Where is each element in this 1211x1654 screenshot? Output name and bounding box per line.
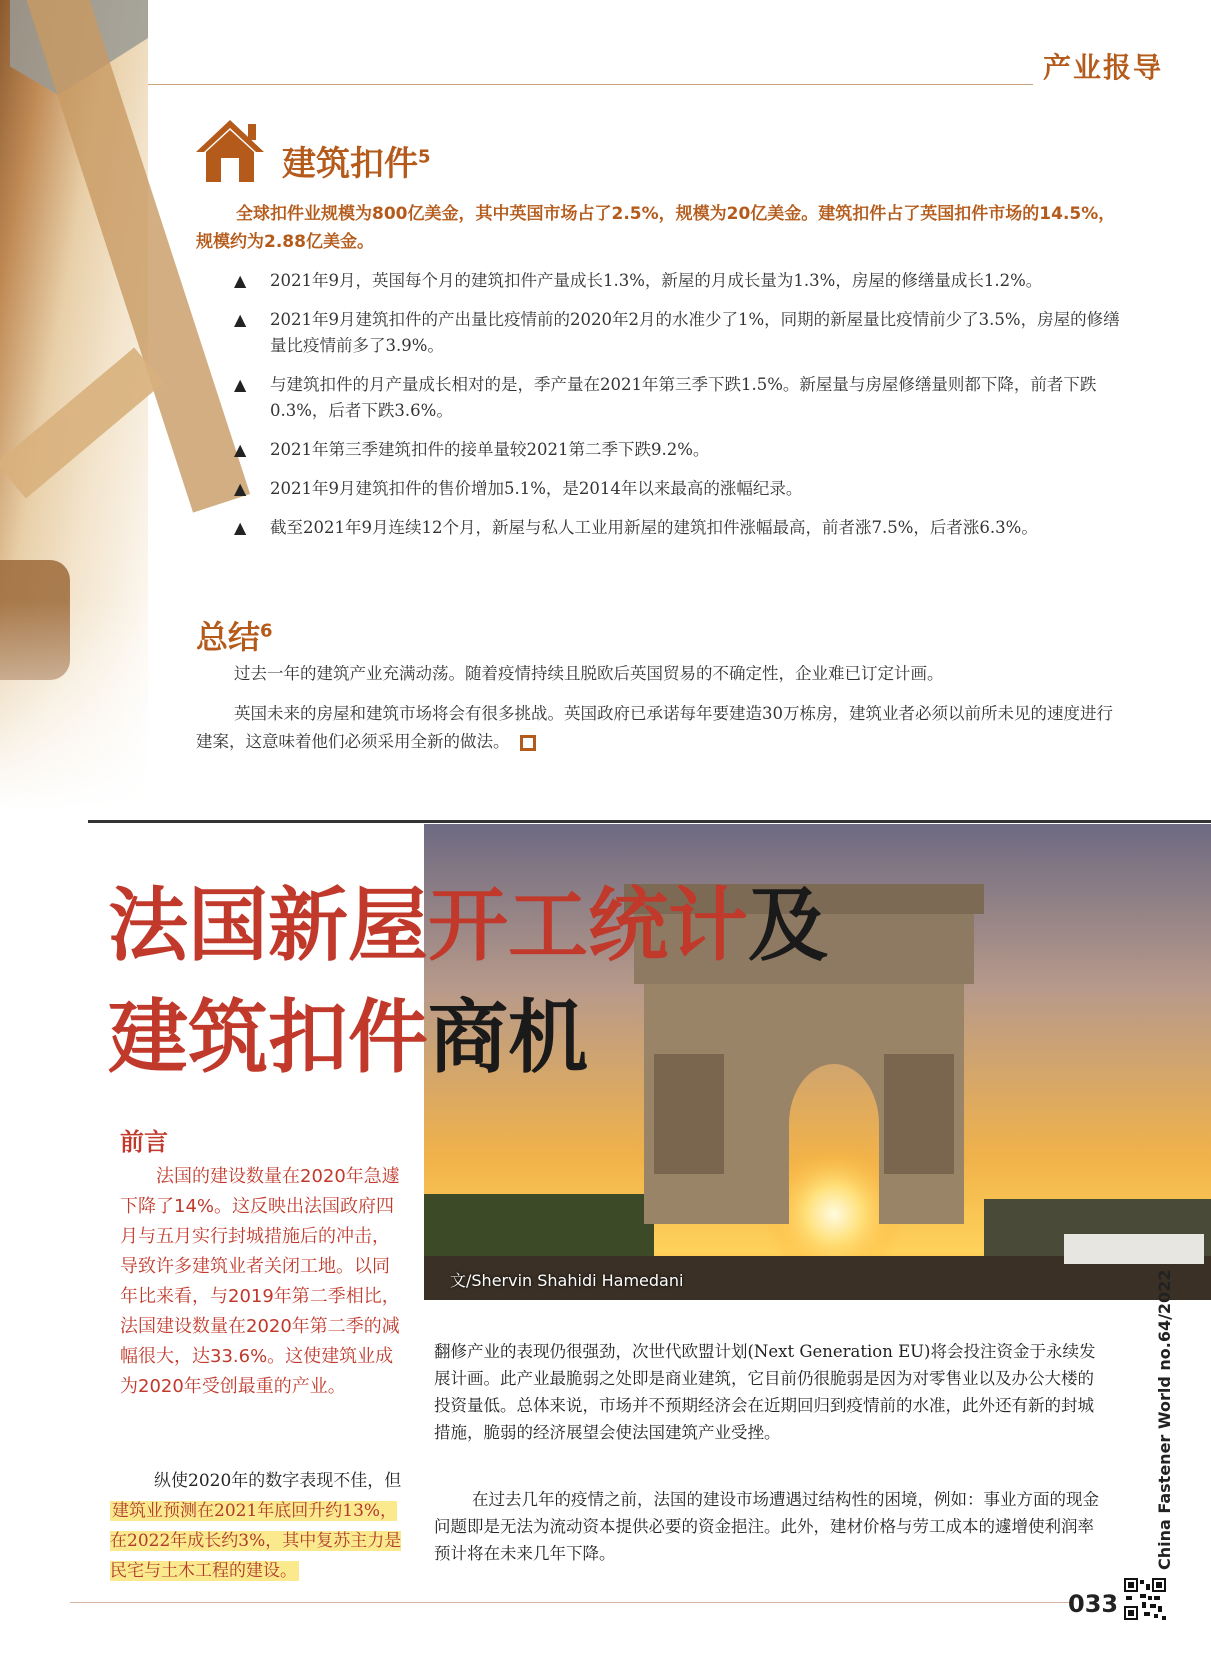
magazine-issue-label: China Fastener World no.64/2022 — [1155, 1269, 1174, 1570]
list-item: ▲ 与建筑扣件的月产量成长相对的是，季产量在2021年第三季下跌1.5%。新屋量与房屋修缮量则都下降，前者下跌0.3%，后者下跌3.6%。 — [234, 372, 1124, 424]
photo-credit: 文/Shervin Shahidi Hamedani — [450, 1271, 684, 1290]
triangle-bullet-icon: ▲ — [234, 518, 247, 537]
summary-title: 总结$^6$ — [196, 618, 273, 656]
section-label: 产业报导 — [1042, 51, 1163, 84]
summary-paragraph-1: 过去一年的建筑产业充满动荡。随着疫情持续且脱欧后英国贸易的不确定性，企业难已订定计画。 — [234, 664, 944, 683]
page-number: 033 — [1068, 1590, 1119, 1618]
summary-paragraph-2: 英国未来的房屋和建筑市场将会有很多挑战。英国政府已承诺每年要建造30万栋房，建筑业者必须以前所未见的速度进行建案，这意味着他们必须采用全新的做法。 — [196, 704, 1113, 751]
preface-paragraph-2: 纵使2020年的数字表现不佳，但建筑业预测在2021年底回升约13%，在2022年成长约3%，其中复苏主力是民宅与土木工程的建设。 — [110, 1471, 402, 1581]
highlighted-text: 建筑业预测在2021年底回升约13%，在2022年成长约3%，其中复苏主力是民宅与土木工程的建设。 — [110, 1501, 402, 1581]
qr-code-icon — [1124, 1578, 1166, 1620]
triangle-bullet-icon: ▲ — [234, 310, 247, 329]
house-icon — [194, 118, 266, 184]
article-divider — [88, 820, 1211, 823]
preface-paragraph: 法国的建设数量在2020年急遽下降了14%。这反映出法国政府四月与五月实行封城措施后的冲击，导致许多建筑业者关闭工地。以同年比来看，与2019年第二季相比，法国建设数量在2020年第二季的减幅很大，达33.6%。这使建筑业成为2020年受创最重的产业。 — [120, 1166, 400, 1397]
list-item: ▲ 2021年9月建筑扣件的售价增加5.1%，是2014年以来最高的涨幅纪录。 — [234, 476, 1124, 502]
footer-rule — [70, 1602, 1070, 1603]
list-item: ▲ 2021年9月建筑扣件的产出量比疫情前的2020年2月的水准少了1%，同期的新屋量比疫情前少了3.5%，房屋的修缮量比疫情前多了3.9%。 — [234, 307, 1124, 359]
triangle-bullet-icon: ▲ — [234, 375, 247, 394]
section-title-building-fasteners: 建筑扣件$^5$ — [282, 144, 431, 184]
lead-paragraph: 全球扣件业规模为800亿美金，其中英国市场占了2.5%，规模为20亿美金。建筑扣件占了英国扣件市场的14.5%，规模约为2.88亿美金。 — [196, 204, 1116, 252]
body-paragraph-2: 在过去几年的疫情之前，法国的建设市场遭遇过结构性的困境，例如：事业方面的现金问题即是无法为流动资本提供必要的资金挹注。此外，建材价格与劳工成本的遽增使利润率预计将在未来几年下降。 — [434, 1490, 1099, 1563]
article-title-line-2: 建筑扣件商机 — [108, 991, 588, 1084]
end-mark-icon — [520, 735, 536, 751]
body-paragraph-1: 翻修产业的表现仍很强劲，次世代欧盟计划(Next Generation EU)将会投注资金于永续发展计画。此产业最脆弱之处即是商业建筑，它目前仍很脆弱是因为对零售业以及办公大楼的投资量低。总体来说，市场并不预期经济会在近期回归到疫情前的水准，此外还有新的封城措施，脆弱的经济展望会使法国建筑产业受挫。 — [434, 1342, 1096, 1442]
list-item: ▲ 2021年9月，英国每个月的建筑扣件产量成长1.3%，新屋的月成长量为1.3%，房屋的修缮量成长1.2%。 — [234, 268, 1124, 294]
construction-worker-photo — [0, 0, 148, 810]
triangle-bullet-icon: ▲ — [234, 479, 247, 498]
article-title-line-1: 法国新屋开工统计及 — [108, 879, 828, 972]
list-item: ▲ 2021年第三季建筑扣件的接单量较2021第二季下跌9.2%。 — [234, 437, 1124, 463]
header-rule — [148, 84, 1033, 85]
bullet-list — [234, 268, 1124, 554]
list-item: ▲ 截至2021年9月连续12个月，新屋与私人工业用新屋的建筑扣件涨幅最高，前者涨7.5%，后者涨6.3%。 — [234, 515, 1124, 541]
triangle-bullet-icon: ▲ — [234, 440, 247, 459]
triangle-bullet-icon: ▲ — [234, 271, 247, 290]
preface-title: 前言 — [120, 1128, 168, 1156]
